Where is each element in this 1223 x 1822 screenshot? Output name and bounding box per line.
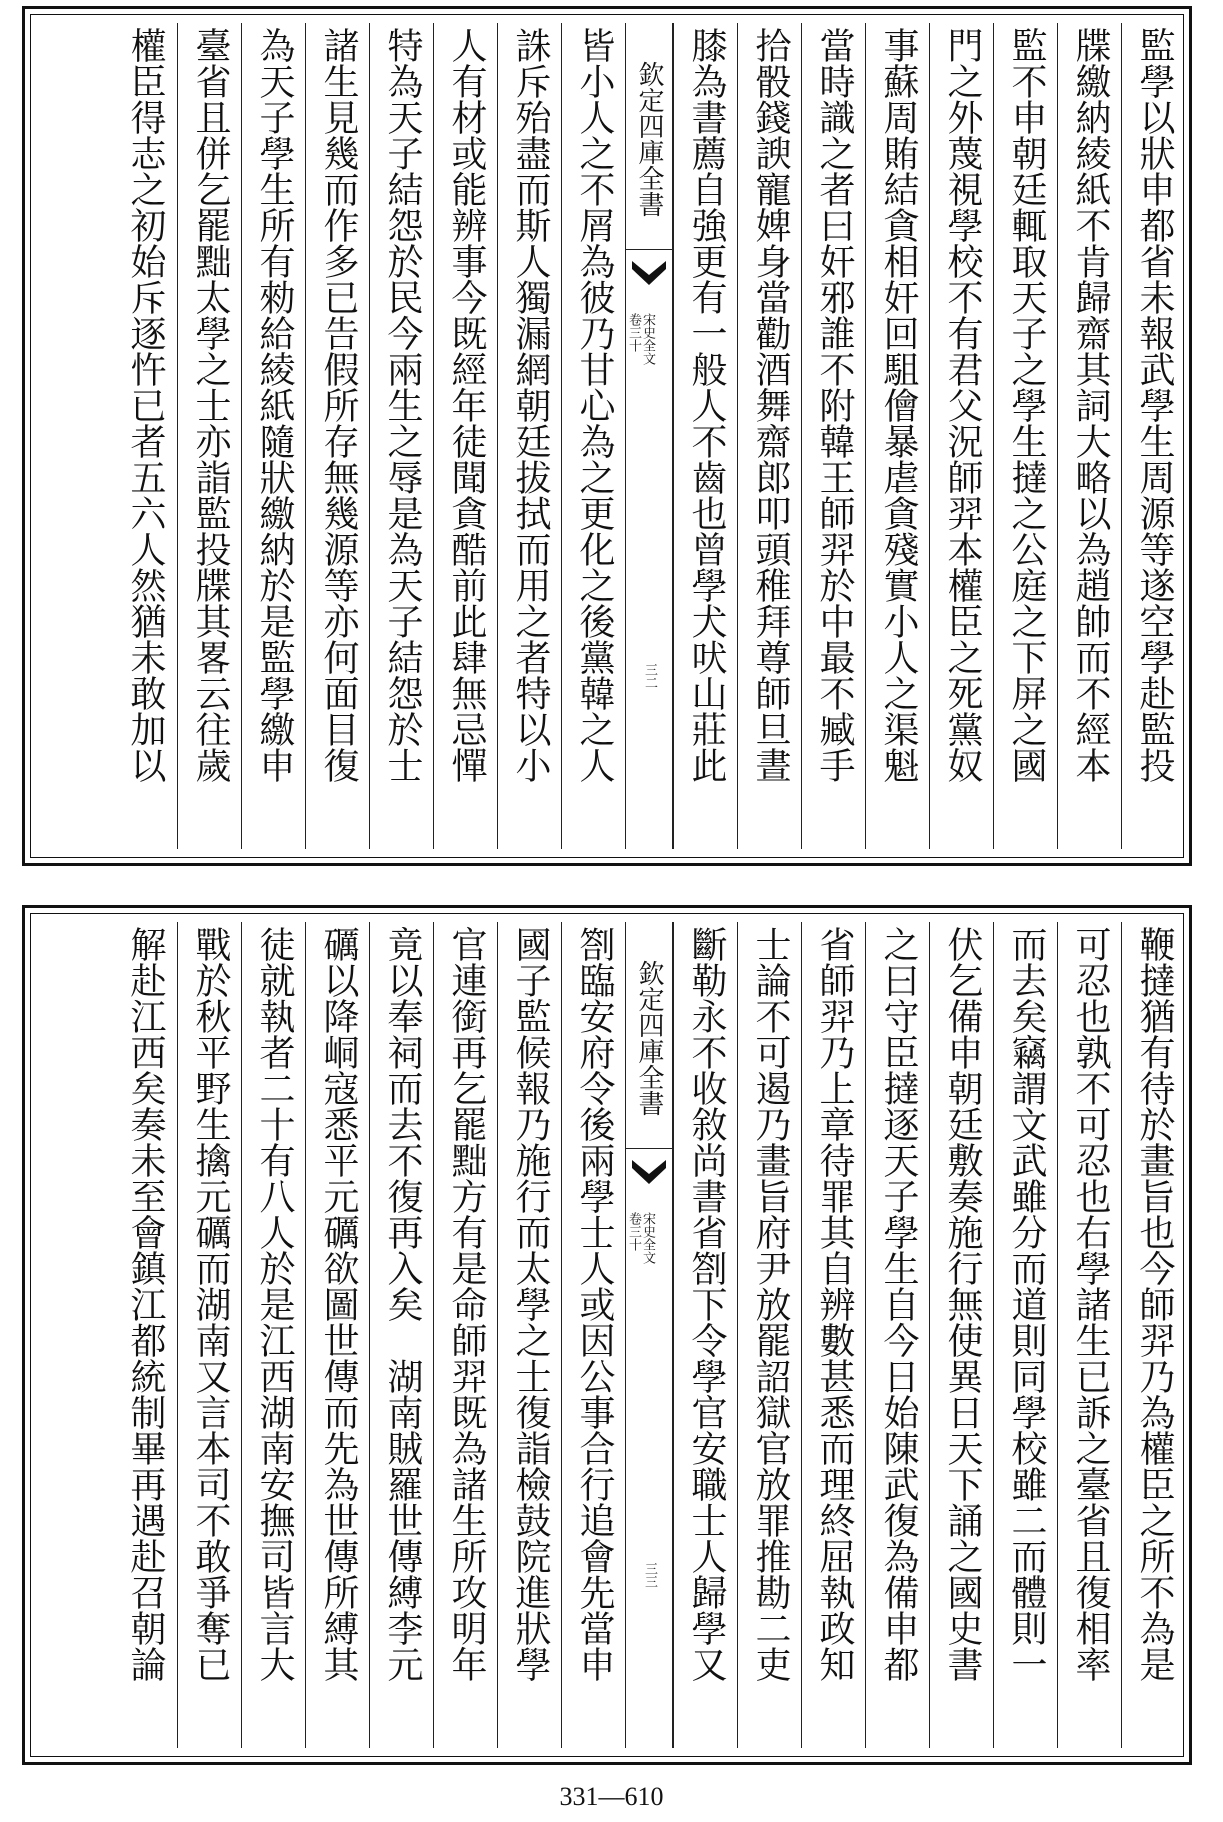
upper-page — [22, 6, 1192, 866]
text-column — [369, 922, 433, 1748]
text-column — [801, 922, 865, 1748]
column-text: 諸生見幾而作多已告假所存無幾源等亦何面目復 — [318, 27, 359, 783]
volume-label: 卷三十 — [626, 313, 641, 352]
text-column — [497, 23, 561, 849]
text-column — [1057, 922, 1121, 1748]
column-text: 拾骰錢諛寵婢身當勸酒舞齋郎叩頭稚拜尊師旦晝 — [750, 27, 791, 783]
upper-page-frame — [30, 14, 1184, 858]
text-column — [929, 922, 993, 1748]
column-text: 鞭撻猶有待於畫旨也今師羿乃為權臣之所不為是 — [1134, 926, 1175, 1682]
text-column — [113, 23, 177, 849]
text-column — [865, 922, 929, 1748]
text-column — [369, 23, 433, 849]
text-column — [433, 922, 497, 1748]
column-text: 事蘇周賄結貪相奸回駔儈暴虐貪殘實小人之渠魁 — [878, 27, 919, 783]
column-text: 膝為書薦自強更有一般人不齒也曾學犬吠山莊此 — [686, 27, 727, 783]
lower-page-columns — [39, 922, 1175, 1748]
text-column — [1121, 23, 1185, 849]
text-column — [801, 23, 865, 849]
text-column — [561, 23, 625, 849]
lower-page — [22, 905, 1192, 1765]
column-text: 竟以奉祠而去不復再入矣 湖南賊羅世傳縛李元 — [382, 926, 423, 1682]
text-column — [241, 922, 305, 1748]
column-text: 士論不可遏乃畫旨府尹放罷詔獄官放罪推勘二吏 — [750, 926, 791, 1682]
column-text: 為天子學生所有勑給綾紙隨狀繳納於是監學繳申 — [254, 27, 295, 783]
column-text: 誅斥殆盡而斯人獨漏網朝廷拔拭而用之者特以小 — [510, 27, 551, 783]
text-column — [929, 23, 993, 849]
text-column — [433, 23, 497, 849]
text-column — [737, 922, 801, 1748]
column-text: 而去矣竊謂文武雖分而道則同學校雖二而體則一 — [1006, 926, 1047, 1682]
text-column — [113, 922, 177, 1748]
column-text: 監學以狀申都省未報武學生周源等遂空學赴監投 — [1134, 27, 1175, 783]
column-text: 人有材或能辨事今既經年徒聞貪酷前此肆無忌憚 — [446, 27, 487, 783]
text-column — [673, 922, 737, 1748]
column-text: 門之外蔑視學校不有君父況師羿本權臣之死黨奴 — [942, 27, 983, 783]
column-text: 特為天子結怨於民今兩生之辱是為天子結怨於士 — [382, 27, 423, 783]
page-number: 331—610 — [559, 1782, 664, 1811]
text-column — [561, 922, 625, 1748]
center-banner — [625, 23, 673, 849]
text-column — [177, 23, 241, 849]
text-column — [865, 23, 929, 849]
column-text: 伏乞備申朝廷敷奏施行無使異日天下誦之國史書 — [942, 926, 983, 1682]
text-column — [673, 23, 737, 849]
text-column — [305, 23, 369, 849]
column-text: 國子監候報乃施行而太學之士復詣檢鼓院進狀學 — [510, 926, 551, 1682]
column-text: 徒就執者二十有八人於是江西湖南安撫司皆言大 — [254, 926, 295, 1682]
book-title: 宋史全文 — [640, 313, 655, 365]
folio-number: 三三 — [642, 1562, 657, 1588]
column-text: 官連銜再乞罷黜方有是命師羿既為諸生所攻明年 — [446, 926, 487, 1682]
column-text: 監不申朝廷輒取天子之學生撻之公庭之下屏之國 — [1006, 27, 1047, 783]
column-text: 皆小人之不屑為彼乃甘心為之更化之後黨韓之人 — [574, 27, 615, 783]
upper-page-columns — [39, 23, 1175, 849]
library-title: 欽定四庫全書 — [626, 928, 672, 1149]
column-text: 牒繳納綾紙不肯歸齋其詞大略以為趙帥而不經本 — [1070, 27, 1111, 783]
column-text: 當時識之者曰奸邪誰不附韓王師羿於中最不臧手 — [814, 27, 855, 783]
column-text: 可忍也孰不可忍也右學諸生已訴之臺省且復相率 — [1070, 926, 1111, 1682]
text-column — [1057, 23, 1121, 849]
volume-label: 卷三十 — [626, 1212, 641, 1251]
text-column — [177, 922, 241, 1748]
column-text: 解赴江西矣奏未至會鎮江都統制畢再遇赴召朝論 — [125, 926, 166, 1682]
text-column — [305, 922, 369, 1748]
column-text: 權臣得志之初始斥逐忤已者五六人然猶未敢加以 — [125, 27, 166, 783]
book-title: 宋史全文 — [640, 1212, 655, 1264]
center-banner — [625, 922, 673, 1748]
fishtail-mark-icon — [630, 1158, 668, 1186]
lower-page-frame — [30, 913, 1184, 1757]
column-text: 礪以降峒寇悉平元礪欲圖世傳而先為世傳所縛其 — [318, 926, 359, 1682]
column-text: 臺省且併乞罷黜太學之士亦詣監投牒其畧云往歲 — [190, 27, 231, 783]
column-text: 戰於秋平野生擒元礪而湖南又言本司不敢爭奪已 — [190, 926, 231, 1682]
column-text: 之曰守臣撻逐天子學生自今日始陳武復為備申都 — [878, 926, 919, 1682]
text-column — [497, 922, 561, 1748]
text-column — [993, 23, 1057, 849]
column-text: 省師羿乃上章待罪其自辨數甚悉而理終屈執政知 — [814, 926, 855, 1682]
column-text: 劄臨安府令後兩學士人或因公事合行追會先當申 — [574, 926, 615, 1682]
text-column — [1121, 922, 1185, 1748]
library-title: 欽定四庫全書 — [626, 29, 672, 250]
column-text: 斷勒永不收敘尚書省劄下令學官安職士人歸學又 — [686, 926, 727, 1682]
folio-number: 三二 — [642, 663, 657, 689]
fishtail-mark-icon — [630, 259, 668, 287]
text-column — [993, 922, 1057, 1748]
text-column — [241, 23, 305, 849]
text-column — [737, 23, 801, 849]
